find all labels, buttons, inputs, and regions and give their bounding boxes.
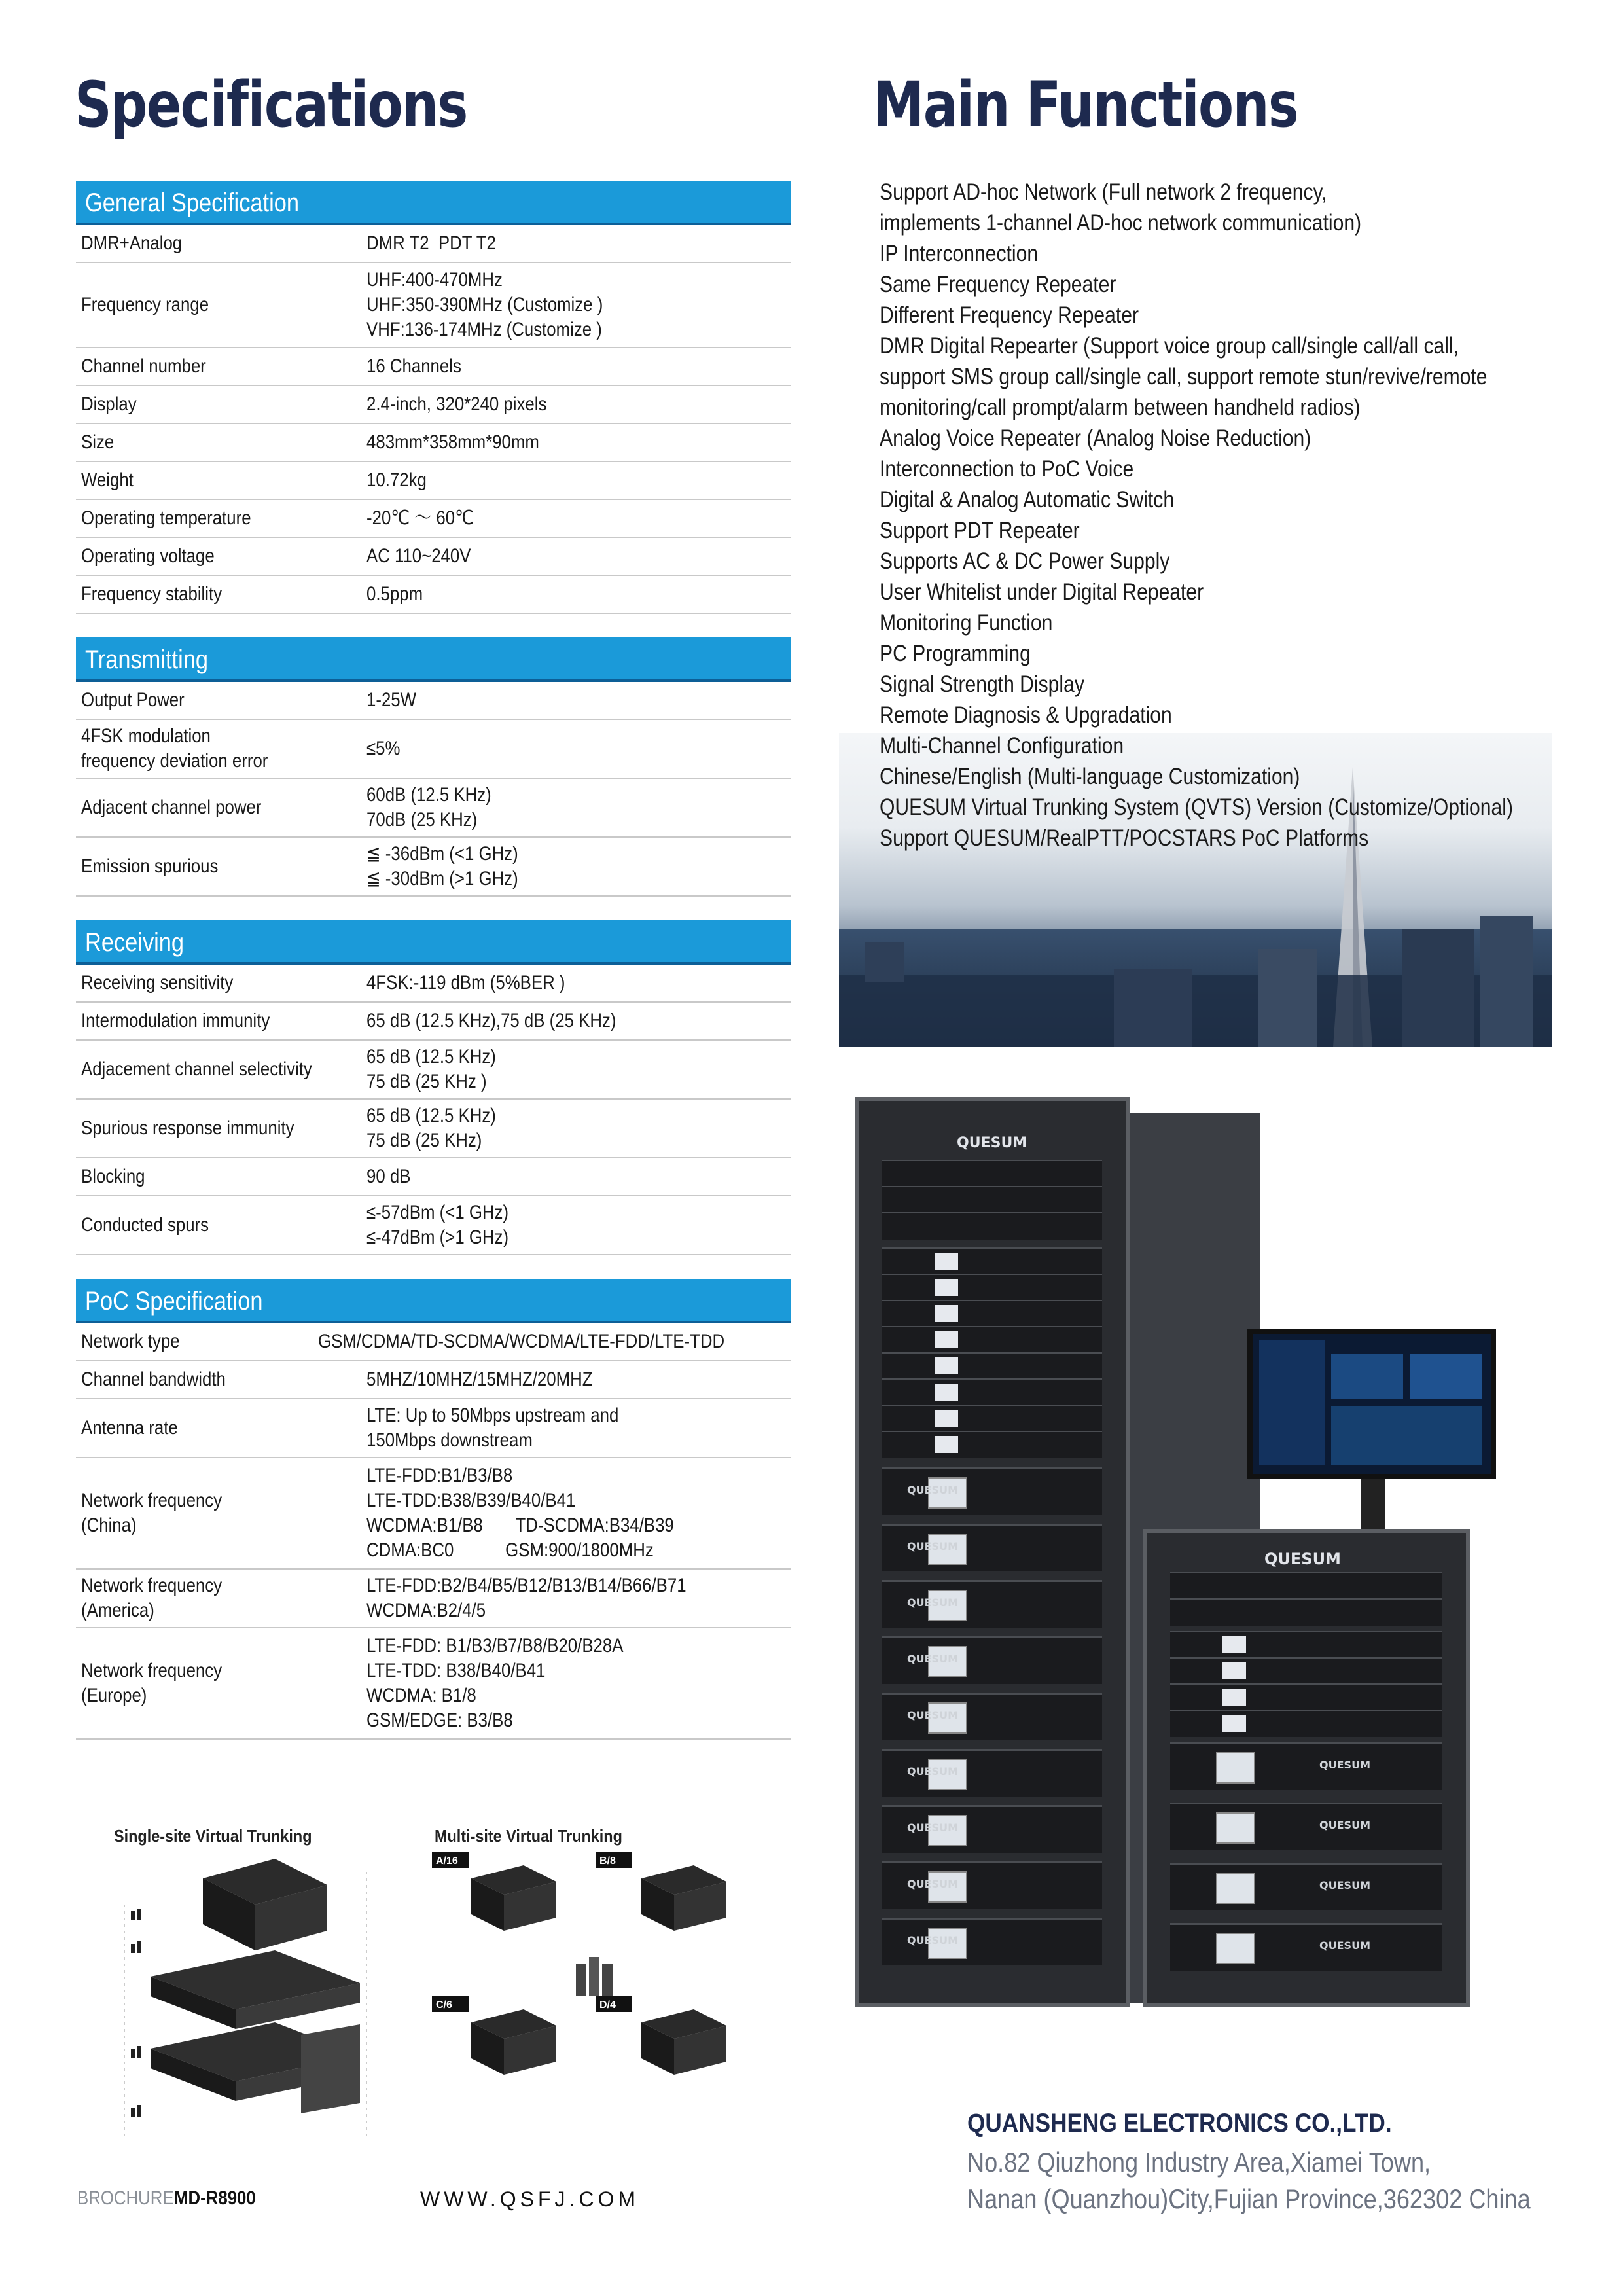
- spec-value-line: 1-25W: [366, 689, 416, 711]
- spec-value-line: CDMA:BC0 GSM:900/1800MHz: [366, 1539, 654, 1561]
- spec-key-line: Channel bandwidth: [81, 1369, 226, 1390]
- function-item: PC Programming: [880, 641, 1031, 666]
- spec-key: [76, 354, 366, 379]
- spec-value-line: 75 dB (25 KHz): [366, 1130, 482, 1151]
- function-item: QUESUM Virtual Trunking System (QVTS) Version (Customize/Optional): [880, 795, 1513, 820]
- spec-value: [366, 268, 791, 342]
- spec-value-line: 90 dB: [366, 1166, 411, 1187]
- spec-row: [76, 1570, 791, 1628]
- website-link[interactable]: WWW.QSFJ.COM: [420, 2187, 640, 2211]
- repeater-unit: [882, 1693, 1102, 1740]
- spec-key: [76, 1057, 366, 1082]
- repeater-unit: [1170, 1803, 1442, 1850]
- spec-value-line: ≦ -36dBm (<1 GHz): [366, 843, 518, 865]
- spec-value: [366, 1103, 791, 1153]
- unit-brand: QUESUM: [907, 1653, 958, 1665]
- spec-value-line: 10.72kg: [366, 469, 427, 491]
- spec-row: [76, 1196, 791, 1255]
- spec-value: [366, 842, 791, 891]
- spec-key: [76, 1116, 366, 1141]
- main-functions-list: [880, 177, 1560, 853]
- repeater-unit: [882, 1467, 1102, 1515]
- multi-site-title: Multi-site Virtual Trunking: [435, 1826, 622, 1846]
- spec-value-line: UHF:350-390MHz (Customize ): [366, 294, 603, 315]
- spec-row: [76, 1361, 791, 1399]
- section-heading-text: Receiving: [85, 928, 185, 957]
- unit-brand: QUESUM: [1319, 1759, 1370, 1771]
- function-item: support SMS group call/single call, support remote stun/revive/remote: [880, 364, 1488, 389]
- spec-row: [76, 225, 791, 263]
- function-item: Analog Voice Repeater (Analog Noise Reduction): [880, 425, 1311, 451]
- spec-value-line: 70dB (25 KHz): [366, 809, 478, 831]
- spec-value-line: AC 110~240V: [366, 545, 471, 567]
- unit-brand: QUESUM: [907, 1540, 958, 1552]
- spec-key: [76, 1213, 366, 1238]
- spec-key-line: Spurious response immunity: [81, 1117, 294, 1139]
- spec-value-line: ≤-57dBm (<1 GHz): [366, 1202, 509, 1223]
- spec-value: [366, 1403, 791, 1453]
- spec-key-line: (Europe): [81, 1685, 147, 1706]
- function-item: Digital & Analog Automatic Switch: [880, 487, 1175, 512]
- spec-row: [76, 1041, 791, 1100]
- single-site-diagram: [111, 1852, 386, 2166]
- unit-brand: QUESUM: [907, 1934, 958, 1946]
- spec-row: [76, 1458, 791, 1570]
- spec-value-line: WCDMA:B1/B8 TD-SCDMA:B34/B39: [366, 1515, 674, 1536]
- specifications-title: Specifications: [75, 68, 467, 141]
- spec-key: [76, 392, 366, 417]
- specifications-table: [76, 181, 791, 1740]
- spec-value: [366, 354, 791, 379]
- function-item: Multi-Channel Configuration: [880, 733, 1124, 759]
- spec-value: [366, 1367, 791, 1392]
- spec-value-line: 4FSK:-119 dBm (5%BER ): [366, 972, 565, 994]
- spec-key-line: 4FSK modulation: [81, 725, 211, 747]
- spec-value-line: 65 dB (12.5 KHz): [366, 1046, 496, 1067]
- spec-key: [76, 1329, 318, 1354]
- unit-brand: QUESUM: [907, 1596, 958, 1609]
- spec-row: [76, 424, 791, 462]
- spec-row: [76, 576, 791, 614]
- spec-key-line: Operating temperature: [81, 507, 251, 529]
- short-cabinet: [1143, 1529, 1470, 2007]
- brochure-model: MD-R8900: [174, 2187, 256, 2209]
- function-item: User Whitelist under Digital Repeater: [880, 579, 1204, 605]
- spec-value-line: 65 dB (12.5 KHz),75 dB (25 KHz): [366, 1010, 616, 1031]
- monitor-screen: [1247, 1329, 1496, 1479]
- spec-key: [76, 971, 366, 996]
- spec-value: [366, 430, 791, 455]
- spec-section-1: [76, 637, 791, 897]
- function-item: Supports AC & DC Power Supply: [880, 548, 1170, 574]
- company-address-1: No.82 Qiuzhong Industry Area,Xiamei Town,: [967, 2147, 1431, 2178]
- repeater-unit: [1170, 1923, 1442, 1971]
- spec-section-3: [76, 1279, 791, 1740]
- spec-value-line: LTE-TDD: B38/B40/B41: [366, 1660, 546, 1681]
- spec-value-line: ≦ -30dBm (>1 GHz): [366, 868, 518, 889]
- spec-key-line: Operating voltage: [81, 545, 215, 567]
- spec-key-line: Blocking: [81, 1166, 145, 1187]
- spec-value-line: 483mm*358mm*90mm: [366, 431, 539, 453]
- function-item: DMR Digital Repearter (Support voice group call/single call/all call,: [880, 333, 1459, 359]
- spec-key-line: Network frequency: [81, 1660, 223, 1681]
- section-heading-text: Transmitting: [85, 645, 208, 674]
- spec-value-line: LTE-FDD: B1/B3/B7/B8/B20/B28A: [366, 1635, 624, 1657]
- function-item: Chinese/English (Multi-language Customization): [880, 764, 1300, 789]
- spec-value-line: WCDMA: B1/8: [366, 1685, 476, 1706]
- site-badge: A/16: [436, 1856, 458, 1867]
- spec-key-line: (China): [81, 1515, 137, 1536]
- function-item: Different Frequency Repeater: [880, 302, 1139, 328]
- spec-key: [76, 1164, 366, 1189]
- spec-value-line: 150Mbps downstream: [366, 1429, 533, 1451]
- spec-key: [76, 1009, 366, 1033]
- section-heading: [76, 181, 791, 225]
- spec-key: [76, 1488, 366, 1538]
- spec-row: [76, 348, 791, 386]
- spec-value-line: -20℃ ～ 60℃: [366, 507, 474, 529]
- spec-value-line: GSM/EDGE: B3/B8: [366, 1710, 513, 1731]
- function-item: Monitoring Function: [880, 610, 1053, 636]
- spec-key: [76, 293, 366, 317]
- spec-key-line: Size: [81, 431, 115, 453]
- spec-value: [366, 688, 791, 713]
- repeater-unit: [882, 1861, 1102, 1909]
- spec-value-line: UHF:400-470MHz: [366, 269, 503, 291]
- unit-brand: QUESUM: [1319, 1819, 1370, 1831]
- function-item: Remote Diagnosis & Upgradation: [880, 702, 1172, 728]
- spec-key-line: Weight: [81, 469, 134, 491]
- brochure-label: BROCHURE: [77, 2187, 174, 2209]
- spec-value-line: LTE-TDD:B38/B39/B40/B41: [366, 1490, 576, 1511]
- spec-key-line: Network frequency: [81, 1575, 223, 1596]
- company-name: QUANSHENG ELECTRONICS CO.,LTD.: [967, 2109, 1392, 2138]
- unit-brand: QUESUM: [907, 1878, 958, 1890]
- spec-value: [366, 544, 791, 569]
- single-site-title: Single-site Virtual Trunking: [114, 1826, 312, 1846]
- spec-row: [76, 838, 791, 897]
- spec-key: [76, 724, 366, 774]
- spec-value-line: WCDMA:B2/4/5: [366, 1600, 486, 1621]
- spec-row: [76, 1158, 791, 1196]
- spec-row: [76, 779, 791, 838]
- repeater-unit: [882, 1580, 1102, 1628]
- spec-key-line: Frequency range: [81, 294, 209, 315]
- spec-key-line: Adjacent channel power: [81, 797, 262, 818]
- spec-row: [76, 1100, 791, 1158]
- company-address-2: Nanan (Quanzhou)City,Fujian Province,362302 China: [967, 2183, 1531, 2214]
- spec-key-line: Emission spurious: [81, 855, 219, 877]
- unit-brand: QUESUM: [907, 1821, 958, 1834]
- spec-key: [76, 1367, 366, 1392]
- spec-value-line: VHF:136-174MHz (Customize ): [366, 319, 602, 340]
- function-item: Same Frequency Repeater: [880, 272, 1116, 297]
- spec-value: [366, 1573, 791, 1623]
- spec-key-line: Output Power: [81, 689, 185, 711]
- cabinet-brand: QUESUM: [957, 1135, 1027, 1151]
- monitor-stand: [1361, 1479, 1385, 1532]
- spec-value: [366, 392, 791, 417]
- unit-brand: QUESUM: [907, 1484, 958, 1496]
- unit-brand: QUESUM: [907, 1709, 958, 1721]
- spec-key: [76, 1573, 366, 1623]
- spec-row: [76, 1399, 791, 1458]
- spec-value: [366, 1200, 791, 1250]
- site-badge: C/6: [436, 2000, 452, 2011]
- function-item: Support QUESUM/RealPTT/POCSTARS PoC Platforms: [880, 825, 1369, 851]
- spec-key: [76, 544, 366, 569]
- spec-key: [76, 506, 366, 531]
- spec-value-line: 0.5ppm: [366, 583, 423, 605]
- spec-value: [366, 582, 791, 607]
- spec-key-line: Network type: [81, 1331, 180, 1352]
- spec-key-line: Adjacement channel selectivity: [81, 1058, 312, 1080]
- repeater-unit: [882, 1524, 1102, 1571]
- spec-value-line: 2.4-inch, 320*240 pixels: [366, 393, 547, 415]
- repeater-unit: [882, 1918, 1102, 1965]
- spec-key-line: Antenna rate: [81, 1417, 178, 1439]
- spec-value: [366, 1634, 791, 1733]
- spec-key-line: (America): [81, 1600, 154, 1621]
- function-item: monitoring/call prompt/alarm between handheld radios): [880, 395, 1361, 420]
- spec-value: [366, 468, 791, 493]
- spec-key: [76, 854, 366, 879]
- spec-key-line: Receiving sensitivity: [81, 972, 234, 994]
- spec-value-line: 65 dB (12.5 KHz): [366, 1105, 496, 1126]
- spec-section-2: [76, 920, 791, 1255]
- spec-value: [366, 1463, 791, 1563]
- short-cabinet-brand: QUESUM: [1264, 1550, 1341, 1568]
- spec-key: [76, 582, 366, 607]
- spec-value-line: 75 dB (25 KHz ): [366, 1071, 487, 1092]
- spec-key: [76, 795, 366, 820]
- spec-section-0: [76, 181, 791, 614]
- spec-value-line: LTE-FDD:B1/B3/B8: [366, 1465, 513, 1486]
- spec-row: [76, 538, 791, 576]
- spec-key-line: Frequency stability: [81, 583, 223, 605]
- spec-value: [366, 736, 791, 761]
- section-heading: [76, 920, 791, 965]
- spec-value: [366, 231, 791, 256]
- function-item: Support AD-hoc Network (Full network 2 frequency,: [880, 179, 1327, 205]
- spec-key: [76, 430, 366, 455]
- spec-value: [366, 1009, 791, 1033]
- spec-key: [76, 1416, 366, 1441]
- spec-value: [366, 971, 791, 996]
- section-heading: [76, 1279, 791, 1323]
- spec-value-line: ≤-47dBm (>1 GHz): [366, 1227, 509, 1248]
- spec-key-line: DMR+Analog: [81, 232, 183, 254]
- spec-value: [366, 1045, 791, 1094]
- spec-key: [76, 688, 366, 713]
- spec-value: [366, 1164, 791, 1189]
- function-item: implements 1-channel AD-hoc network communication): [880, 210, 1362, 236]
- spec-value-line: ≤5%: [366, 738, 401, 759]
- repeater-unit: [882, 1805, 1102, 1853]
- spec-key-line: frequency deviation error: [81, 750, 268, 772]
- spec-value: [366, 783, 791, 833]
- section-heading: [76, 637, 791, 682]
- unit-brand: QUESUM: [1319, 1879, 1370, 1892]
- site-badge: B/8: [599, 1856, 616, 1867]
- spec-key-line: Conducted spurs: [81, 1214, 209, 1236]
- unit-brand: QUESUM: [907, 1765, 958, 1778]
- spec-row: [76, 263, 791, 348]
- section-heading-text: PoC Specification: [85, 1287, 263, 1316]
- main-functions-title: Main Functions: [873, 68, 1298, 141]
- tall-cabinet: [855, 1097, 1130, 2007]
- spec-key-line: Intermodulation immunity: [81, 1010, 270, 1031]
- spec-row: [76, 720, 791, 779]
- function-item: IP Interconnection: [880, 241, 1039, 266]
- spec-key: [76, 468, 366, 493]
- spec-row: [76, 1003, 791, 1041]
- repeater-unit: [1170, 1742, 1442, 1790]
- function-item: Signal Strength Display: [880, 672, 1084, 697]
- spec-value-line: 5MHZ/10MHZ/15MHZ/20MHZ: [366, 1369, 593, 1390]
- site-badge: D/4: [599, 2000, 616, 2011]
- spec-row: [76, 1628, 791, 1740]
- spec-value: [366, 506, 791, 531]
- spec-key-line: Network frequency: [81, 1490, 223, 1511]
- spec-row: [76, 965, 791, 1003]
- repeater-unit: [882, 1636, 1102, 1684]
- section-heading-text: General Specification: [85, 188, 299, 217]
- function-item: Interconnection to PoC Voice: [880, 456, 1134, 482]
- spec-key-line: Display: [81, 393, 137, 415]
- spec-value-line: GSM/CDMA/TD-SCDMA/WCDMA/LTE-FDD/LTE-TDD: [317, 1331, 724, 1352]
- spec-value-line: 16 Channels: [366, 355, 461, 377]
- spec-row: [76, 1323, 791, 1361]
- spec-row: [76, 462, 791, 500]
- spec-row: [76, 682, 791, 720]
- spec-key: [76, 231, 366, 256]
- spec-value-line: 60dB (12.5 KHz): [366, 784, 491, 806]
- repeater-unit: [1170, 1863, 1442, 1910]
- spec-key-line: Channel number: [81, 355, 206, 377]
- multi-site-diagram: [432, 1852, 772, 2140]
- spec-value-line: DMR T2 PDT T2: [366, 232, 496, 254]
- unit-brand: QUESUM: [1319, 1939, 1370, 1952]
- spec-value-line: LTE: Up to 50Mbps upstream and: [366, 1405, 619, 1426]
- spec-row: [76, 386, 791, 424]
- spec-row: [76, 500, 791, 538]
- spec-value: [318, 1329, 791, 1354]
- repeater-unit: [882, 1749, 1102, 1797]
- spec-value-line: LTE-FDD:B2/B4/B5/B12/B13/B14/B66/B71: [366, 1575, 687, 1596]
- function-item: Support PDT Repeater: [880, 518, 1080, 543]
- spec-key: [76, 1659, 366, 1708]
